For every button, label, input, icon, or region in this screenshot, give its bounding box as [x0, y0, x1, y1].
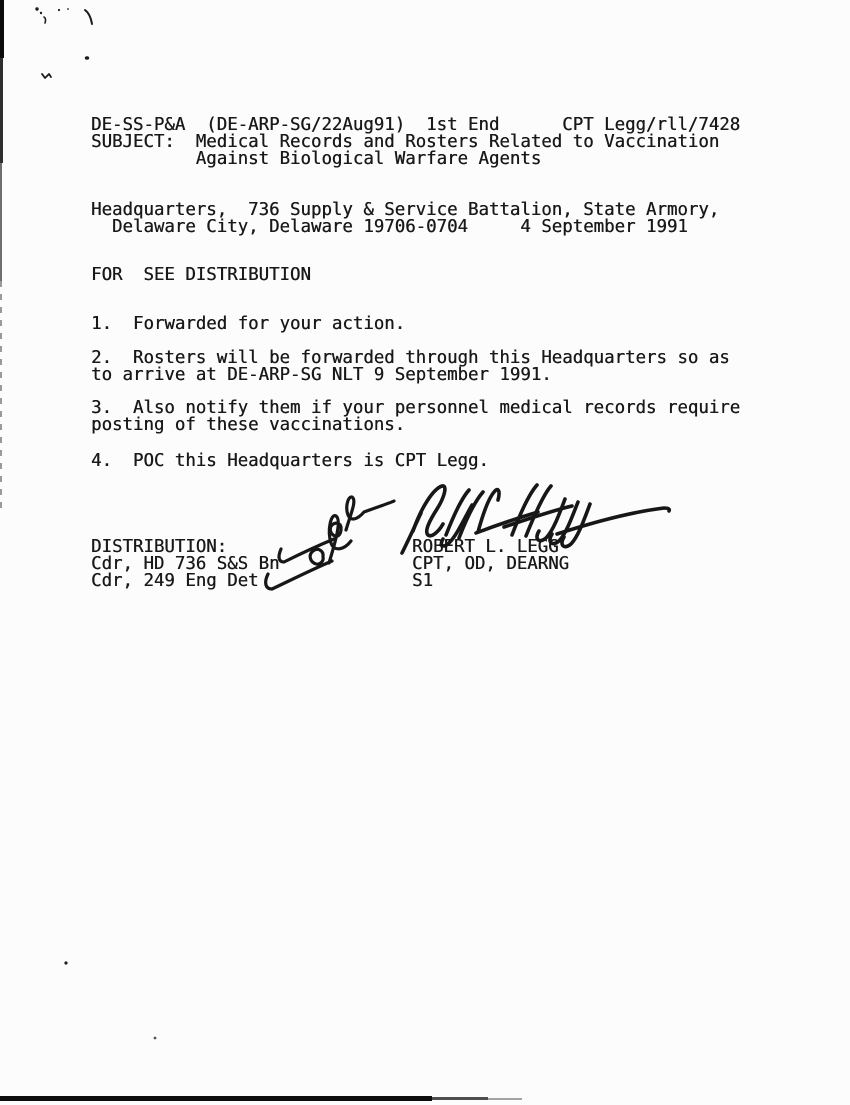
scan-bottom-line [0, 1096, 432, 1101]
distribution-item: Cdr, 249 Eng Det [91, 571, 259, 591]
distribution-item: Cdr, HD 736 S&S Bn [91, 554, 280, 574]
signer-duty-title: S1 [412, 571, 433, 591]
distribution-block [91, 539, 279, 590]
paragraph-3: 3. Also notify them if your personnel medical records require posting of these vaccinations. [91, 398, 741, 435]
signer-rank: CPT, OD, DEARNG [412, 554, 570, 574]
scan-edge-artifact [0, 163, 2, 281]
scan-bottom-line [432, 1097, 488, 1100]
paragraph-1: 1. Forwarded for your action. [91, 314, 406, 334]
station-block [91, 202, 719, 236]
reference-line: DE-SS-P&A (DE-ARP-SG/22Aug91) 1st End CPT Legg/rll/7428 [91, 115, 741, 135]
station-date-line: Delaware City, Delaware 19706-0704 4 September 1991 [91, 217, 688, 237]
signature-block [412, 539, 569, 590]
distribution-title: DISTRIBUTION: [91, 537, 228, 557]
paragraph-4: 4. POC this Headquarters is CPT Legg. [91, 451, 489, 471]
subject-line: SUBJECT: Medical Records and Rosters Related to Vaccination [91, 132, 720, 152]
scan-edge-artifact [0, 281, 2, 511]
scan-edge-artifact [0, 58, 3, 163]
station-line: Headquarters, 736 Supply & Service Battalion, State Armory, [91, 200, 720, 220]
scan-edge-artifact [0, 0, 4, 58]
signer-name: ROBERT L. LEGG [412, 537, 559, 557]
reference-header [91, 117, 740, 168]
initials-ink [310, 497, 394, 564]
for-line: FOR SEE DISTRIBUTION [91, 265, 311, 285]
paragraph-2: 2. Rosters will be forwarded through this Headquarters so as to arrive at DE-ARP-SG NLT 9 September 1991. [91, 348, 730, 385]
subject-line-2: Against Biological Warfare Agents [91, 149, 542, 169]
scan-bottom-line [488, 1098, 522, 1100]
